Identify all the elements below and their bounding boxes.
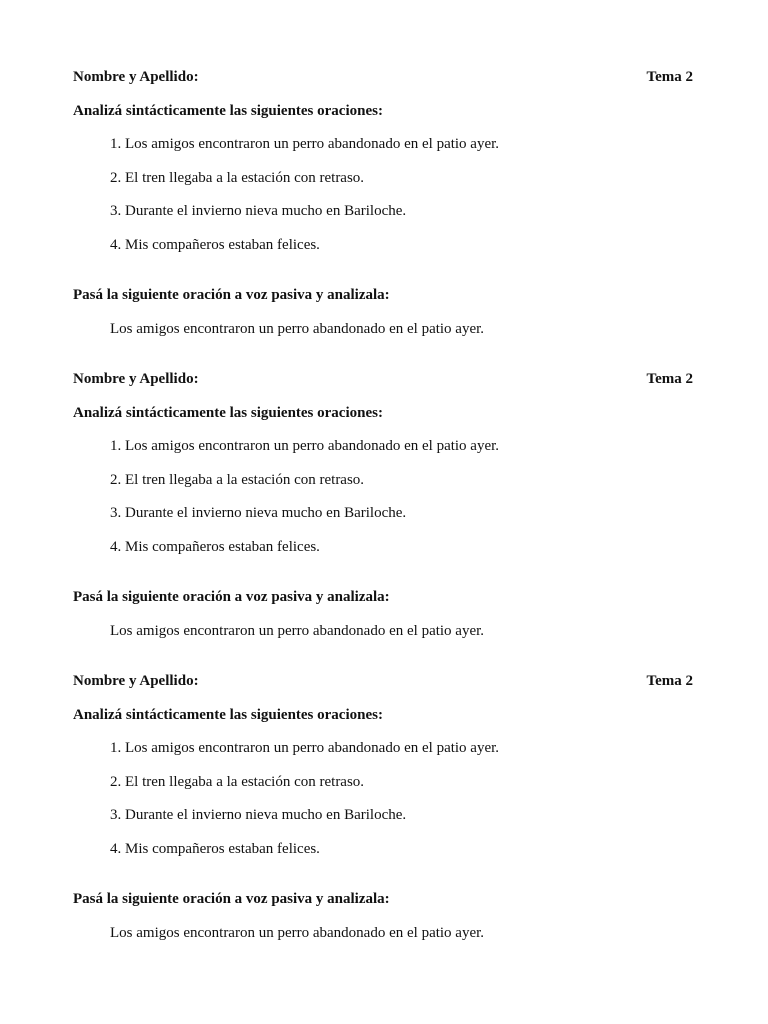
- passive-sentence: Los amigos encontraron un perro abandonado en el patio ayer.: [110, 925, 485, 941]
- sentence-item: 2. El tren llegaba a la estación con retraso.: [110, 472, 365, 488]
- sentence-item: 3. Durante el invierno nieva mucho en Bariloche.: [110, 505, 407, 521]
- sentence-item: 1. Los amigos encontraron un perro abandonado en el patio ayer.: [110, 740, 500, 756]
- sentence-item: 1. Los amigos encontraron un perro abandonado en el patio ayer.: [110, 438, 500, 454]
- exam-block-1: [73, 68, 693, 358]
- tema-label: Tema 2: [646, 673, 693, 689]
- tema-label: Tema 2: [646, 371, 693, 387]
- passive-sentence: Los amigos encontraron un perro abandonado en el patio ayer.: [110, 623, 485, 639]
- exam-block-2: [73, 370, 693, 660]
- sentence-item: 4. Mis compañeros estaban felices.: [110, 539, 320, 555]
- name-label: Nombre y Apellido:: [73, 371, 199, 387]
- instruction-syntax: Analizá sintácticamente las siguientes oraciones:: [73, 405, 383, 421]
- exam-block-3: [73, 672, 693, 962]
- sentence-item: 1. Los amigos encontraron un perro abandonado en el patio ayer.: [110, 136, 500, 152]
- instruction-syntax: Analizá sintácticamente las siguientes oraciones:: [73, 707, 383, 723]
- sentence-item: 2. El tren llegaba a la estación con retraso.: [110, 774, 365, 790]
- sentence-item: 3. Durante el invierno nieva mucho en Bariloche.: [110, 807, 407, 823]
- instruction-passive: Pasá la siguiente oración a voz pasiva y analizala:: [73, 287, 390, 303]
- instruction-syntax: Analizá sintácticamente las siguientes oraciones:: [73, 103, 383, 119]
- sentence-item: 4. Mis compañeros estaban felices.: [110, 237, 320, 253]
- name-label: Nombre y Apellido:: [73, 69, 199, 85]
- sentence-item: 2. El tren llegaba a la estación con retraso.: [110, 170, 365, 186]
- sentence-item: 4. Mis compañeros estaban felices.: [110, 841, 320, 857]
- tema-label: Tema 2: [646, 69, 693, 85]
- name-label: Nombre y Apellido:: [73, 673, 199, 689]
- sentence-item: 3. Durante el invierno nieva mucho en Bariloche.: [110, 203, 407, 219]
- instruction-passive: Pasá la siguiente oración a voz pasiva y analizala:: [73, 589, 390, 605]
- instruction-passive: Pasá la siguiente oración a voz pasiva y analizala:: [73, 891, 390, 907]
- passive-sentence: Los amigos encontraron un perro abandonado en el patio ayer.: [110, 321, 485, 337]
